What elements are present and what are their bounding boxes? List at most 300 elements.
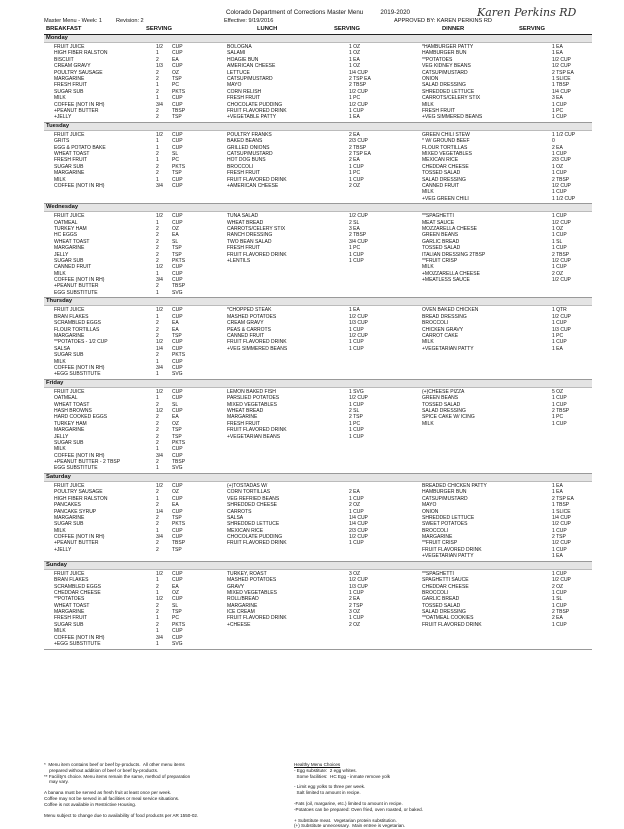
item-qty: 1/2: [156, 596, 163, 603]
item-qty: 2: [156, 69, 159, 76]
item-unit: SL: [172, 150, 179, 157]
footer-line: may vary.: [44, 779, 69, 785]
item-qty: 1: [156, 219, 159, 226]
item-name: **POTATOES: [54, 596, 85, 603]
item-unit: CUP: [172, 50, 183, 57]
item-unit: CUP: [172, 176, 183, 183]
day-name: Saturday: [44, 474, 592, 482]
meta-line: [44, 18, 592, 26]
item-qty: 2: [156, 238, 159, 245]
item-qty: 2: [156, 609, 159, 616]
item-name: FRESH FRUIT: [54, 615, 88, 622]
item-name: COFFEE (NOT IN RH): [54, 634, 105, 641]
healthy-line: Some facilities: HC Egg - inmate remove yolk: [294, 773, 390, 779]
healthy-line: + Substitute meat. Vegetarian protein substitution.: [294, 817, 397, 823]
item-qty: 1/2: [156, 407, 163, 414]
item-name: OATMEAL: [54, 219, 78, 226]
item-name: BROCCOLI: [422, 527, 449, 534]
item-name: HIGH FIBER RALSTON: [54, 495, 108, 502]
item-name: TOSSED SALAD: [422, 245, 461, 252]
item-name: POULTRY SAUSAGE: [54, 489, 103, 496]
item-name: FRUIT FLAVORED DRINK: [422, 621, 482, 628]
item-name: CANNED FRUIT: [227, 332, 265, 339]
item-name: TURKEY, ROAST: [227, 570, 267, 577]
item-qty: 2 TBSP: [349, 82, 367, 89]
item-qty: 1 CUP: [552, 232, 567, 239]
item-name: AMERICAN CHEESE: [227, 63, 276, 70]
item-name: TUNA SALAD: [227, 213, 259, 220]
item-unit: CUP: [172, 345, 183, 352]
healthy-line: - Limit egg yolks to three per week.: [294, 784, 366, 790]
item-qty: 2: [156, 540, 159, 547]
item-name: GARLIC BREAD: [422, 238, 460, 245]
item-name: PANCAKE SYRUP: [54, 508, 97, 515]
item-name: TURKEY HAM: [54, 420, 87, 427]
item-unit: EA: [172, 414, 179, 421]
item-unit: SL: [172, 602, 179, 609]
item-name: FRESH FRUIT: [227, 95, 261, 102]
item-qty: 1 EA: [552, 553, 563, 560]
item-unit: CUP: [172, 44, 183, 50]
item-unit: EA: [172, 232, 179, 239]
item-qty: 2 EA: [552, 615, 563, 622]
item-name: ITALIAN DRESSING 2TBSP: [422, 251, 486, 258]
item-qty: 1 PC: [349, 245, 361, 252]
item-name: RANCH DRESSING: [227, 232, 273, 239]
item-qty: 1 CUP: [552, 114, 567, 121]
item-qty: 2: [156, 583, 159, 590]
item-unit: EA: [172, 56, 179, 63]
item-name: FRUIT FLAVORED DRINK: [227, 427, 287, 434]
item-name: BRAN FLAKES: [54, 577, 89, 584]
item-name: SUGAR SUB: [54, 439, 84, 446]
healthy-line: (+) Substitute unnecessary. Main entree is vegetarian.: [294, 823, 406, 829]
item-qty: 1/2: [156, 570, 163, 577]
item-qty: 2 EA: [349, 596, 360, 603]
item-name: FRUIT JUICE: [54, 213, 85, 220]
item-qty: 2 TBSP: [349, 144, 367, 151]
item-name: MAYO: [422, 502, 437, 509]
item-qty: 1: [156, 465, 159, 472]
item-name: +VEGETARIAN PATTY: [422, 553, 474, 560]
item-name: SCRAMBLED EGGS: [54, 320, 101, 327]
item-unit: EA: [172, 502, 179, 509]
item-qty: 1 CUP: [349, 401, 364, 408]
item-name: MARGARINE: [54, 170, 85, 177]
item-qty: 1/4 CUP: [552, 514, 571, 521]
item-unit: PKTS: [172, 163, 186, 170]
item-qty: 2: [156, 332, 159, 339]
item-qty: 1 CUP: [552, 320, 567, 327]
item-qty: 1 CUP: [349, 427, 364, 434]
healthy-line: -Potatoes can be prepared: Oven fried, oven roasted, or baked.: [294, 806, 423, 812]
item-name: +PEANUT BUTTER: [54, 283, 99, 290]
item-name: BISCUIT: [54, 56, 74, 63]
item-name: BOLOGNA: [227, 44, 252, 50]
item-qty: 1 CUP: [552, 395, 567, 402]
item-qty: 3 EA: [552, 95, 563, 102]
item-unit: PKTS: [172, 521, 186, 528]
item-qty: 1 CUP: [552, 170, 567, 177]
item-name: ONION: [422, 508, 439, 515]
item-qty: 1: [156, 358, 159, 365]
item-name: MIXED VEGETABLES: [227, 401, 277, 408]
item-qty: 2/3 CUP: [552, 157, 571, 164]
item-unit: CUP: [172, 213, 183, 220]
item-qty: 1: [156, 138, 159, 145]
item-qty: 1: [156, 95, 159, 102]
item-name: FRUIT FLAVORED DRINK: [422, 546, 482, 553]
item-name: MILK: [422, 339, 434, 346]
item-name: POULTRY SAUSAGE: [54, 69, 103, 76]
item-name: WHEAT TOAST: [54, 401, 90, 408]
item-name: HOAGIE BUN: [227, 56, 259, 63]
item-qty: 1/2: [156, 388, 163, 395]
item-name: TOSSED SALAD: [422, 401, 461, 408]
item-name: **SPAGHETTI: [422, 570, 454, 577]
day-tuesday: [44, 123, 592, 204]
item-name: MARGARINE: [54, 427, 85, 434]
item-qty: 2 TBSP: [552, 176, 570, 183]
item-qty: 1: [156, 50, 159, 57]
item-unit: EA: [172, 320, 179, 327]
item-qty: 2: [156, 232, 159, 239]
item-qty: 1 CUP: [552, 602, 567, 609]
item-name: CHEDDAR CHEESE: [54, 589, 101, 596]
item-name: +VEGETARIAN BEANS: [227, 433, 281, 440]
item-qty: 1/2 CUP: [552, 257, 571, 264]
healthy-choices-title: Healthy Menu Choices: [294, 762, 341, 767]
item-qty: 1 EA: [552, 44, 563, 50]
item-name: +MEATLESS SAUCE: [422, 277, 470, 284]
item-qty: 1 CUP: [552, 621, 567, 628]
item-qty: 2 OZ: [552, 583, 564, 590]
item-unit: CUP: [172, 101, 183, 108]
item-qty: 1/2 CUP: [349, 101, 368, 108]
item-name: CORN TORTILLAS: [227, 489, 271, 496]
item-unit: PKTS: [172, 439, 186, 446]
item-name: MASHED POTATOES: [227, 577, 277, 584]
item-name: +MOZZARELLA CHEESE: [422, 270, 480, 277]
item-qty: 2 TSP EA: [552, 495, 574, 502]
item-qty: 3/4 CUP: [349, 238, 368, 245]
item-unit: CUP: [172, 395, 183, 402]
item-qty: 1/2 CUP: [552, 577, 571, 584]
item-qty: 1 TBSP: [552, 82, 570, 89]
item-qty: 3 OZ: [349, 570, 361, 577]
item-name: CHOCOLATE PUDDING: [227, 534, 283, 541]
item-unit: CUP: [172, 495, 183, 502]
item-name: OATMEAL: [54, 395, 78, 402]
item-qty: 2: [156, 420, 159, 427]
item-qty: 1/2 CUP: [552, 219, 571, 226]
item-unit: CUP: [172, 527, 183, 534]
item-qty: 2: [156, 225, 159, 232]
item-qty: 2: [156, 602, 159, 609]
column-headers: [44, 26, 592, 35]
item-qty: 1 PC: [349, 170, 361, 177]
item-qty: 2: [156, 75, 159, 82]
item-unit: OZ: [172, 420, 179, 427]
day-name: Tuesday: [44, 123, 592, 131]
item-name: MARGARINE: [54, 75, 85, 82]
item-name: MEXICAN RICE: [422, 157, 459, 164]
item-unit: CUP: [172, 534, 183, 541]
item-qty: 2: [156, 170, 159, 177]
item-name: +PEANUT BUTTER: [54, 107, 99, 114]
item-qty: 2: [156, 352, 159, 359]
effective-label: Effective: 9/19/2016: [224, 18, 274, 24]
item-qty: 3 OZ: [349, 609, 361, 616]
item-qty: 1 CUP: [349, 345, 364, 352]
serving-header-1: SERVING: [146, 26, 172, 32]
item-name: SUGAR SUB: [54, 88, 84, 95]
item-qty: 1: [156, 289, 159, 296]
item-qty: 2 TSP: [552, 534, 566, 541]
item-name: TURKEY HAM: [54, 225, 87, 232]
item-name: +EGG SUBSTITUTE: [54, 371, 101, 378]
item-qty: 1: [156, 615, 159, 622]
item-unit: SVG: [172, 371, 183, 378]
item-qty: 2 SL: [349, 407, 360, 414]
item-name: MARGARINE: [54, 514, 85, 521]
item-name: FRUIT FLAVORED DRINK: [227, 107, 287, 114]
item-qty: 1/4 CUP: [552, 88, 571, 95]
item-unit: TSP: [172, 514, 182, 521]
item-qty: 1 OZ: [552, 225, 564, 232]
item-qty: 1 CUP: [552, 546, 567, 553]
item-name: FRESH FRUIT: [227, 420, 261, 427]
item-name: MARGARINE: [54, 245, 85, 252]
item-name: VEG REFRIED BEANS: [227, 495, 280, 502]
item-name: ICE CREAM: [227, 609, 255, 616]
item-name: MILK: [54, 527, 66, 534]
item-qty: 2 TSP: [349, 602, 363, 609]
item-name: EGG & POTATO BAKE: [54, 144, 106, 151]
item-unit: CUP: [172, 219, 183, 226]
healthy-line: Salt limited to amount in recipe.: [294, 790, 361, 796]
item-qty: 3/4: [156, 452, 163, 459]
item-unit: CUP: [172, 138, 183, 145]
item-name: * W/ GROUND BEEF: [422, 138, 470, 145]
item-qty: 3/4: [156, 634, 163, 641]
item-qty: 1 PC: [349, 420, 361, 427]
item-qty: 2: [156, 521, 159, 528]
healthy-line: - Egg substitute: 2 egg whites.: [294, 767, 357, 773]
item-qty: 1 EA: [552, 50, 563, 57]
item-unit: TSP: [172, 245, 182, 252]
item-name: COFFEE (NOT IN RH): [54, 534, 105, 541]
item-unit: TSP: [172, 609, 182, 616]
item-name: HC EGGS: [54, 232, 78, 239]
item-unit: EA: [172, 583, 179, 590]
item-name: HIGH FIBER RALSTON: [54, 50, 108, 57]
item-qty: 1: [156, 176, 159, 183]
item-name: SCRAMBLED EGGS: [54, 583, 101, 590]
item-name: FRESH FRUIT: [54, 82, 88, 89]
item-name: CARROTS/CELERY STIX: [227, 225, 286, 232]
item-name: HOT DOG BUNS: [227, 157, 266, 164]
item-name: **POTATOES: [422, 56, 453, 63]
item-qty: 1: [156, 313, 159, 320]
item-qty: 1/2: [156, 131, 163, 138]
item-unit: CUP: [172, 388, 183, 395]
item-unit: CUP: [172, 131, 183, 138]
item-qty: 1/3 CUP: [552, 326, 571, 333]
item-qty: 1/2 CUP: [552, 63, 571, 70]
item-unit: OZ: [172, 225, 179, 232]
item-qty: 1 CUP: [552, 401, 567, 408]
item-name: FRUIT JUICE: [54, 570, 85, 577]
item-name: CATSUP/MUSTARD: [227, 75, 273, 82]
item-unit: PC: [172, 615, 179, 622]
item-unit: TSP: [172, 433, 182, 440]
item-qty: 1 CUP: [349, 107, 364, 114]
item-name: MILK: [54, 176, 66, 183]
item-name: PARSLIED POTATOES: [227, 395, 280, 402]
item-qty: 1/4 CUP: [349, 514, 368, 521]
item-name: FRUIT JUICE: [54, 131, 85, 138]
item-name: SALSA: [227, 514, 244, 521]
item-qty: 3/4: [156, 101, 163, 108]
item-name: +VEG GREEN CHILI: [422, 195, 469, 202]
item-unit: TSP: [172, 546, 182, 553]
item-qty: 1 1/2 CUP: [552, 131, 576, 138]
item-unit: TBSP: [172, 540, 186, 547]
revision-label: Revision: 2: [116, 18, 144, 24]
item-qty: 1 SL: [552, 596, 563, 603]
item-name: TOSSED SALAD: [422, 602, 461, 609]
item-qty: 1 CUP: [552, 264, 567, 271]
item-qty: 2: [156, 489, 159, 496]
item-name: SUGAR SUB: [54, 621, 84, 628]
item-name: MILK: [54, 628, 66, 635]
item-name: SHREDDED CHEESE: [227, 502, 278, 509]
item-qty: 1/2 CUP: [349, 534, 368, 541]
item-name: MARGARINE: [54, 609, 85, 616]
item-name: SPICE CAKE W/ ICING: [422, 414, 475, 421]
item-qty: 2: [156, 150, 159, 157]
item-qty: 1 CUP: [552, 527, 567, 534]
item-unit: CUP: [172, 628, 183, 635]
item-qty: 1: [156, 628, 159, 635]
item-unit: CUP: [172, 313, 183, 320]
footer-notes: [44, 762, 304, 818]
item-qty: 2: [156, 56, 159, 63]
item-qty: 1/2 CUP: [552, 313, 571, 320]
item-name: **POTATOES - 1/2 CUP: [54, 339, 108, 346]
item-qty: 1 CUP: [349, 589, 364, 596]
serving-header-2: SERVING: [334, 26, 360, 32]
item-name: +VEGETABLE PATTY: [227, 114, 277, 121]
item-qty: 1 CUP: [349, 326, 364, 333]
item-name: MARGARINE: [54, 332, 85, 339]
item-name: SUGAR SUB: [54, 163, 84, 170]
item-qty: 1 CUP: [349, 176, 364, 183]
item-qty: 1 CUP: [552, 339, 567, 346]
year-text: 2019-2020: [380, 9, 410, 16]
item-qty: 1: [156, 641, 159, 648]
item-unit: CUP: [172, 577, 183, 584]
item-name: (+)TOSTADAS W/: [227, 482, 268, 489]
item-unit: PKTS: [172, 352, 186, 359]
item-unit: TSP: [172, 251, 182, 258]
item-name: POULTRY FRANKS: [227, 131, 272, 138]
item-qty: 1 CUP: [552, 189, 567, 196]
item-name: FRUIT JUICE: [54, 388, 85, 395]
item-qty: 1 CUP: [349, 495, 364, 502]
item-name: GRILLED ONIONS: [227, 144, 270, 151]
item-name: FRUIT JUICE: [54, 482, 85, 489]
item-qty: 1 SL: [552, 238, 563, 245]
item-name: SALAD DRESSING: [422, 82, 466, 89]
item-qty: 1 CUP: [552, 245, 567, 252]
item-qty: 1 CUP: [552, 150, 567, 157]
item-name: HAMBURGER BUN: [422, 50, 467, 57]
item-unit: PKTS: [172, 621, 186, 628]
item-name: EGG SUBSTITUTE: [54, 465, 98, 472]
item-qty: 2: [156, 546, 159, 553]
item-name: +EGG SUBSTITUTE: [54, 641, 101, 648]
item-qty: 1 PC: [552, 332, 564, 339]
item-name: PEAS & CARROTS: [227, 326, 271, 333]
day-monday: [44, 35, 592, 123]
item-name: CHEDDAR CHEESE: [422, 163, 469, 170]
item-name: COFFEE (NOT IN RH): [54, 277, 105, 284]
day-name: Sunday: [44, 562, 592, 570]
item-name: MILK: [54, 270, 66, 277]
item-qty: 1: [156, 395, 159, 402]
item-name: FRUIT FLAVORED DRINK: [227, 176, 287, 183]
item-qty: 2: [156, 88, 159, 95]
item-qty: 1 OZ: [349, 50, 361, 57]
item-unit: CUP: [172, 358, 183, 365]
item-qty: 1 PC: [349, 95, 361, 102]
item-qty: 2 TSP EA: [349, 150, 371, 157]
item-name: FRESH FRUIT: [54, 157, 88, 164]
item-name: LETTUCE: [227, 69, 250, 76]
item-name: MIXED VEGETABLES: [422, 150, 472, 157]
item-qty: 1 CUP: [349, 257, 364, 264]
footer-line: Menu subject to change due to availability of food products per AR 1550-02.: [44, 812, 199, 818]
item-name: MILK: [54, 95, 66, 102]
item-qty: 2/3 CUP: [349, 527, 368, 534]
item-name: PANCAKES: [54, 502, 81, 509]
item-qty: 2: [156, 320, 159, 327]
item-name: MILK: [422, 189, 434, 196]
item-name: HAMBURGER BUN: [422, 489, 467, 496]
item-qty: 2 OZ: [349, 621, 361, 628]
item-qty: 1 OZ: [349, 63, 361, 70]
item-name: CREAM GRAVY: [227, 320, 264, 327]
item-qty: 2 OZ: [552, 270, 564, 277]
item-name: HASH BROWNS: [54, 407, 92, 414]
item-name: MOZZARELLA CHEESE: [422, 225, 478, 232]
item-name: JELLY: [54, 433, 69, 440]
item-qty: 1: [156, 82, 159, 89]
item-name: *HAMBURGER PATTY: [422, 44, 474, 50]
item-qty: 1/2: [156, 339, 163, 346]
item-qty: 0: [552, 138, 555, 145]
item-name: CATSUP/MUSTARD: [227, 150, 273, 157]
item-qty: 1/2 CUP: [349, 332, 368, 339]
item-qty: 1 CUP: [349, 615, 364, 622]
item-qty: 2: [156, 427, 159, 434]
item-name: WHEAT BREAD: [227, 407, 264, 414]
item-qty: 2 OZ: [349, 502, 361, 509]
item-unit: TSP: [172, 114, 182, 121]
item-name: GREEN BEANS: [422, 232, 459, 239]
